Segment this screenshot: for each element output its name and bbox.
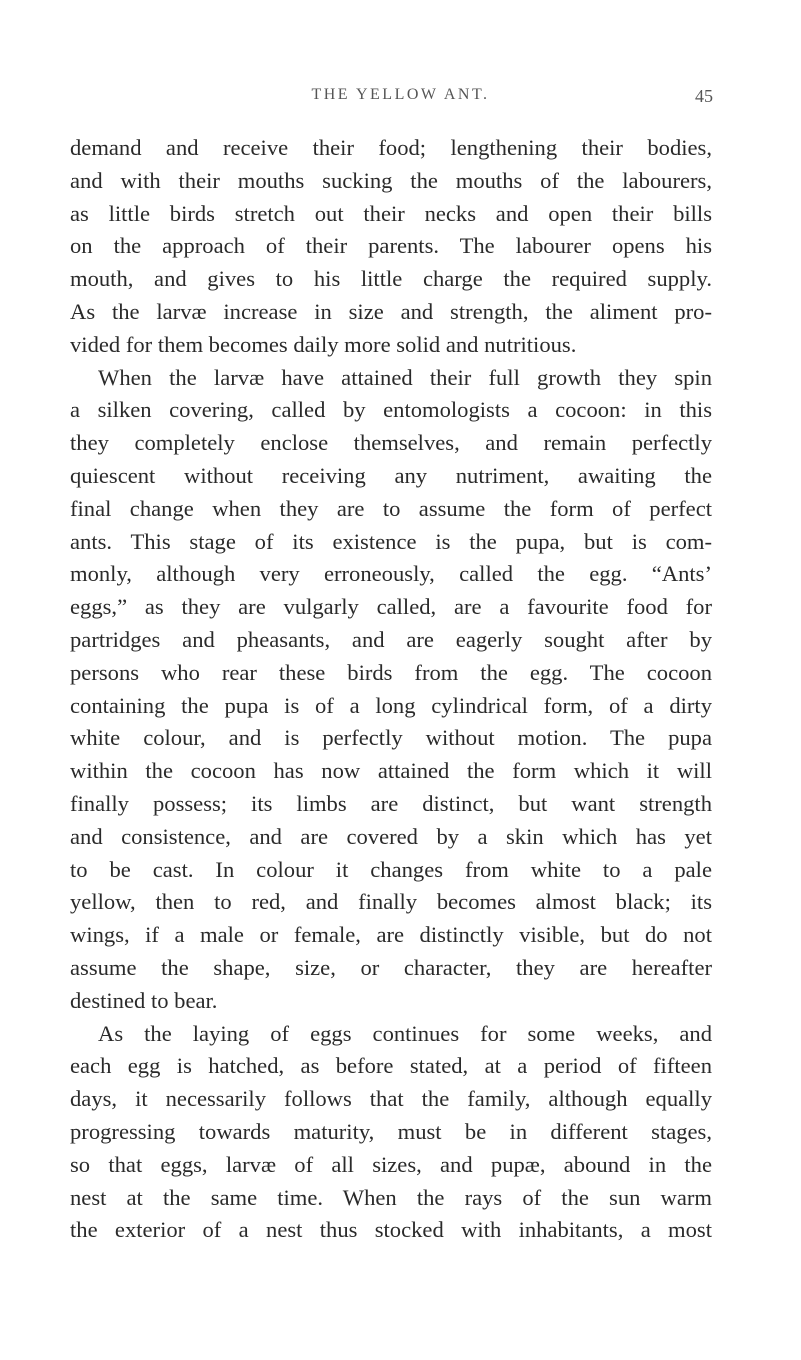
text-line: to be cast. In colour it changes from white to a pale: [70, 856, 712, 882]
text-line: vided for them becomes daily more solid and nutritious.: [70, 331, 577, 357]
body-text: [70, 132, 712, 1247]
text-line: demand and receive their food; lengthening their bodies,: [70, 135, 712, 160]
text-line: yellow, then to red, and finally becomes almost black; its: [70, 889, 712, 915]
text-line: progressing towards maturity, must be in different stages,: [70, 1118, 712, 1144]
text-line: quiescent without receiving any nutriment, awaiting the: [70, 462, 712, 488]
text-line: each egg is hatched, as before stated, at a period of fifteen: [70, 1053, 712, 1079]
text-line: As the laying of eggs continues for some weeks, and: [98, 1020, 712, 1046]
text-line: containing the pupa is of a long cylindrical form, of a dirty: [70, 692, 712, 718]
text-line: mouth, and gives to his little charge the required supply.: [70, 266, 712, 292]
text-line: a silken covering, called by entomologists a cocoon: in this: [70, 397, 712, 423]
text-line: nest at the same time. When the rays of the sun warm: [70, 1184, 712, 1210]
text-line: When the larvæ have attained their full growth they spin: [98, 364, 712, 390]
text-line: wings, if a male or female, are distinctly visible, but do not: [70, 922, 712, 948]
text-line: final change when they are to assume the form of perfect: [70, 495, 712, 521]
text-line: days, it necessarily follows that the family, although equally: [70, 1086, 712, 1112]
paragraph: [70, 132, 712, 362]
text-line: as little birds stretch out their necks and open their bills: [70, 200, 712, 226]
text-line: so that eggs, larvæ of all sizes, and pupæ, abound in the: [70, 1151, 712, 1177]
text-line: and with their mouths sucking the mouths of the labourers,: [70, 167, 712, 193]
text-line: persons who rear these birds from the egg. The cocoon: [70, 659, 712, 685]
text-line: within the cocoon has now attained the form which it will: [70, 758, 712, 784]
text-line: on the approach of their parents. The labourer opens his: [70, 233, 712, 259]
text-line: monly, although very erroneously, called the egg. “Ants’: [70, 561, 712, 587]
text-line: white colour, and is perfectly without motion. The pupa: [70, 725, 712, 751]
paragraph: [70, 362, 712, 1018]
running-title: THE YELLOW ANT.: [311, 86, 490, 103]
text-line: the exterior of a nest thus stocked with inhabitants, a most: [70, 1217, 712, 1243]
text-line: assume the shape, size, or character, they are hereafter: [70, 954, 712, 980]
paragraph: [70, 1018, 712, 1248]
text-line: destined to bear.: [70, 987, 218, 1013]
text-line: ants. This stage of its existence is the pupa, but is com-: [70, 528, 712, 554]
text-line: finally possess; its limbs are distinct, but want strength: [70, 790, 712, 816]
page-number: 45: [695, 86, 713, 106]
text-line: and consistence, and are covered by a skin which has yet: [70, 823, 712, 849]
text-line: As the larvæ increase in size and strength, the aliment pro-: [70, 298, 712, 324]
text-line: partridges and pheasants, and are eagerly sought after by: [70, 626, 712, 652]
text-line: they completely enclose themselves, and remain perfectly: [70, 430, 712, 456]
text-line: eggs,” as they are vulgarly called, are a favourite food for: [70, 594, 712, 620]
running-head: [0, 86, 801, 110]
